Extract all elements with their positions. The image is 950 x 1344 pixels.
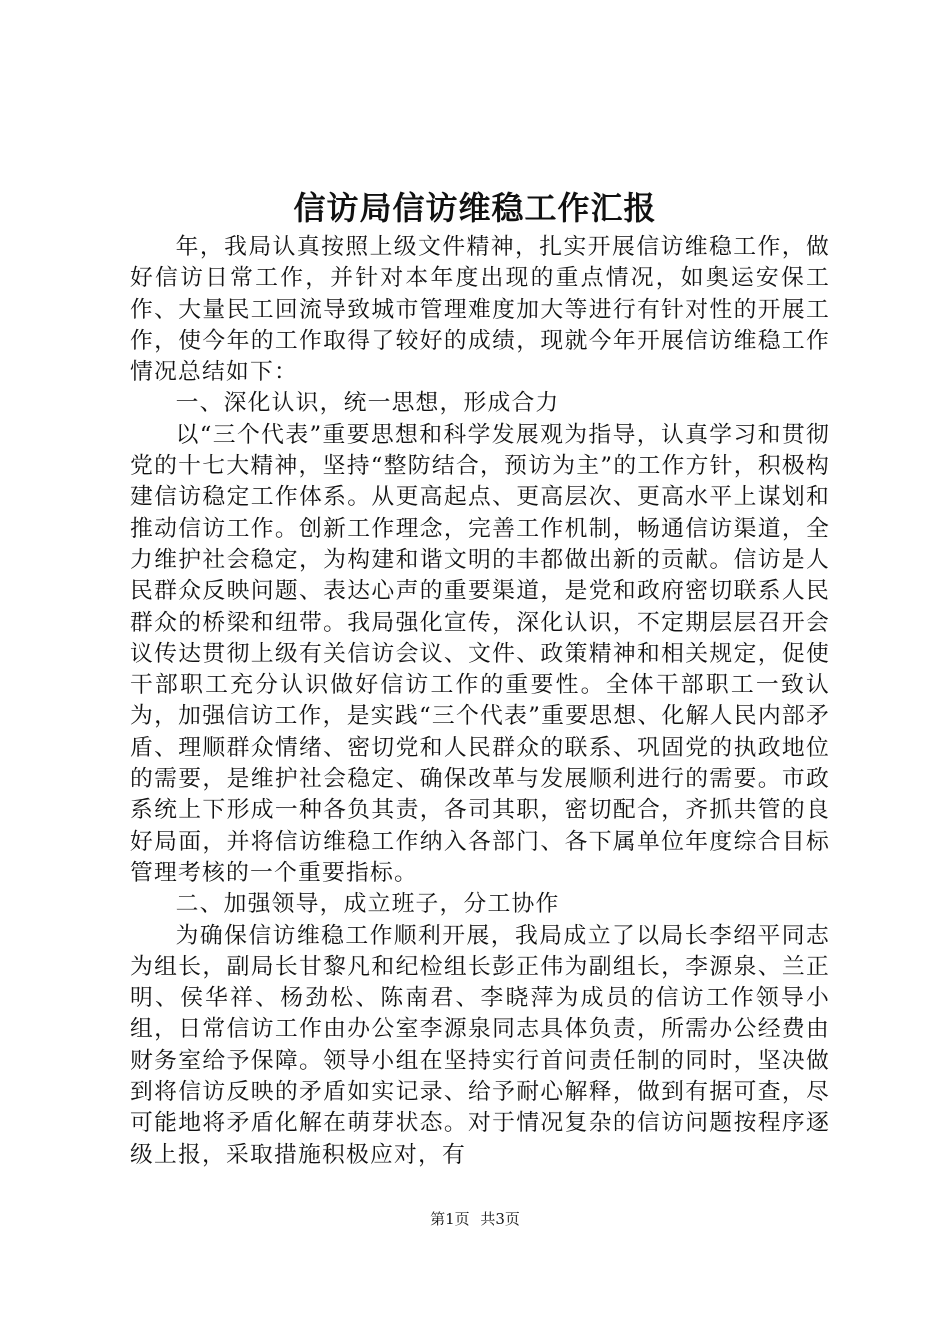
intro-paragraph: 年，我局认真按照上级文件精神，扎实开展信访维稳工作，做好信访日常工作，并针对本年度出现的重点情况，如奥运安保工作、大量民工回流导致城市管理难度加大等进行有针对性的开展工作，使今年的工作取得了较好的成绩，现就今年开展信访维稳工作情况总结如下：: [130, 234, 830, 386]
section-1-paragraph: 以“三个代表”重要思想和科学发展观为指导，认真学习和贯彻党的十七大精神，坚持“整防结合，预访为主”的工作方针，积极构建信访稳定工作体系。从更高起点、更高层次、更高水平上谋划和推动信访工作。创新工作理念，完善工作机制，畅通信访渠道，全力维护社会稳定，为构建和谐文明的丰都做出新的贡献。信访是人民群众反映问题、表达心声的重要渠道，是党和政府密切联系人民群众的桥梁和纽带。我局强化宣传，深化认识，不定期层层召开会议传达贯彻上级有关信访会议、文件、政策精神和相关规定，促使干部职工充分认识做好信访工作的重要性。全体干部职工一致认为，加强信访工作，是实践“三个代表”重要思想、化解人民内部矛盾、理顺群众情绪、密切党和人民群众的联系、巩固党的执政地位的需要，是维护社会稳定、确保改革与发展顺利进行的需要。市政系统上下形成一种各负其责，各司其职，密切配合，齐抓共管的良好局面，并将信访维稳工作纳入各部门、各下属单位年度综合目标管理考核的一个重要指标。: [130, 421, 830, 886]
page-total: 共3页: [480, 1210, 520, 1228]
document-body: [130, 232, 830, 1171]
page-footer: [0, 1208, 950, 1230]
section-2-paragraph: 为确保信访维稳工作顺利开展，我局成立了以局长李绍平同志为组长，副局长甘黎凡和纪检组长彭正伟为副组长，李源泉、兰正明、侯华祥、杨劲松、陈南君、李晓萍为成员的信访工作领导小组，日常信访工作由办公室李源泉同志具体负责，所需办公经费由财务室给予保障。领导小组在坚持实行首问责任制的同时，坚决做到将信访反映的矛盾如实记录、给予耐心解释，做到有据可查，尽可能地将矛盾化解在萌芽状态。对于情况复杂的信访问题按程序逐级上报，采取措施积极应对，有: [130, 922, 830, 1168]
page-number: 第1页: [430, 1210, 470, 1228]
section-heading-1: 一、深化认识，统一思想，形成合力: [175, 390, 560, 417]
document-title: 信访局信访维稳工作汇报: [293, 189, 657, 227]
section-heading-2: 二、加强领导，成立班子，分工协作: [175, 891, 560, 918]
